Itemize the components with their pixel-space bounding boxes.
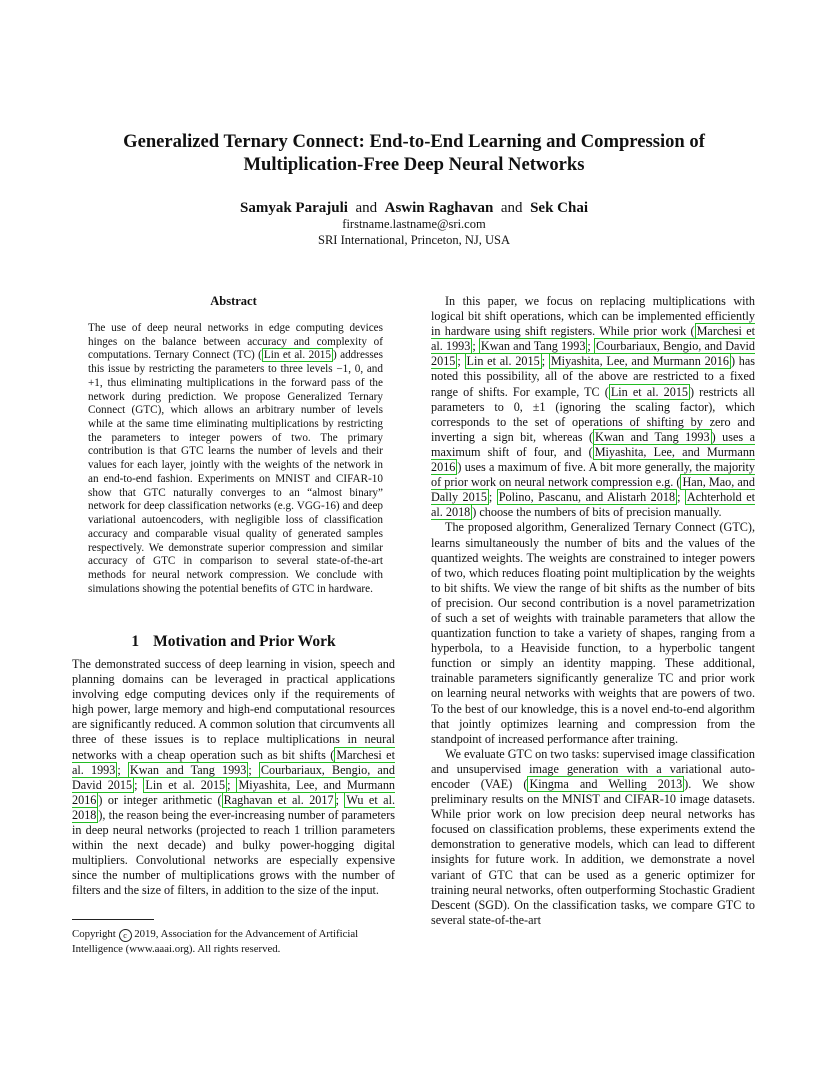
- citation-link[interactable]: Miyashita, Lee, and Murmann 2016: [431, 444, 756, 475]
- author-separator: and: [355, 200, 378, 216]
- citation-link[interactable]: Miyashita, Lee, and Murmann 2016: [72, 777, 396, 807]
- citation-link[interactable]: Kwan and Tang 1993: [595, 429, 710, 444]
- copyright-symbol: c: [119, 929, 132, 942]
- author-name: Samyak Parajuli: [240, 200, 348, 216]
- abstract-text: The use of deep neural networks in edge computing devices hinges on the balance between accuracy and complexity of computations. Ternary Connect (TC) ( Lin et al. 2015 ) addresses this issue by restricting the parameters to three levels −1, 0, and +1, thus eliminating multiplications in the forward pass of the network during prediction. We propose Generalized Ternary Connect (GTC), which allows an arbitrary number of levels while at the same time eliminating multiplications by restricting the parameters to integer powers of two. The primary contribution is that GTC learns the number of levels and their values for each layer, jointly with the weights of the network in an end-to-end fashion. Experiments on MNIST and CIFAR-10 show that GTC naturally converges to an “almost binary” network for deep classification networks (e.g. VGG-16) and deep variational autoencoders, with negligible loss of classification accuracy and comparable visual quality of generated samples respectively. We demonstrate superior compression and similar accuracy of GTC in comparison to several state-of-the-art methods for neural network compression. We conclude with simulations showing the potential benefits of GTC in hardware.: [88, 322, 383, 595]
- citation-link[interactable]: Lin et al. 2015: [466, 354, 540, 369]
- citation-link[interactable]: Lin et al. 2015: [145, 777, 226, 792]
- author-separator: and: [500, 200, 523, 216]
- left-column-body: [72, 657, 395, 899]
- citation-link[interactable]: Marchesi et al. 1993: [72, 747, 395, 777]
- author-email: firstname.lastname@sri.com: [342, 217, 486, 231]
- section-title: Motivation and Prior Work: [153, 633, 336, 650]
- title-line-2: Multiplication-Free Deep Neural Networks: [243, 154, 585, 175]
- citation-link[interactable]: Raghavan et al. 2017: [223, 792, 334, 807]
- citation-link[interactable]: Kwan and Tang 1993: [129, 762, 247, 777]
- citation-link[interactable]: Wu et al. 2018: [72, 792, 395, 822]
- section-number: 1: [131, 633, 140, 650]
- abstract-heading: Abstract: [210, 294, 257, 308]
- author-list: [60, 199, 768, 217]
- paper-title: [60, 130, 768, 176]
- citation-link[interactable]: Han, Mao, and Dally 2015: [431, 475, 755, 505]
- citation-link[interactable]: Polino, Pascanu, and Alistarh 2018: [498, 490, 676, 505]
- copyright-footnote: Copyright c 2019, Association for the Advancement of Artificial Intelligence (www.aaai.org). All rights reserved.: [72, 928, 359, 955]
- footnote-rule: [72, 919, 154, 920]
- citation-link[interactable]: Kwan and Tang 1993: [480, 339, 586, 354]
- body-paragraph: The proposed algorithm, Generalized Ternary Connect (GTC), learns simultaneously the number of bits and the values of the quantized weights. The weights are constrained to integer powers of two, which reduces floating point multiplication by the weights to bit shifts. We view the range of bit shifts as the number of bits of precision. Our second contribution is a novel parametrization of such a set of weights with trainable parameters that allow the quantization function to take a variety of shapes, ranging from a hyperbola, to a Heaviside function, to a hyperbolic tangent function or simply an identity mapping. These additional, trainable parameters significantly generalize TC and prior work on learning neural networks with weights that are powers of two. To the best of our knowledge, this is a novel end-to-end algorithm that jointly optimizes learning and compression from the standpoint of increased performance after training.: [431, 520, 755, 746]
- citation-link[interactable]: Marchesi et al. 1993: [431, 324, 755, 354]
- body-paragraph: In this paper, we focus on replacing multiplications with logical bit shift operations, which can be implemented efficiently in hardware using shift registers. While prior work ( Marchesi et al. 1993 ; Kwan and Tang 1993 ; Courbariaux, Bengio, and David 2015 ; Lin et al. 2015 ; Miyashita, Lee, and Murmann 2016 ) has noted this possibility, all of the above are restricted to a fixed range of shifts. For example, TC ( Lin et al. 2015 ) restricts all parameters to 0, ±1 (ignoring the scaling factor), which corresponds to the set of operations of shifting by zero and inverting a sign bit, whereas ( Kwan and Tang 1993 ) uses a maximum shift of four, and ( Miyashita, Lee, and Murmann 2016 ) uses a maximum of five. A bit more generally, the majority of prior work on neural network compression e.g. ( Han, Mao, and Dally 2015 ; Polino, Pascanu, and Alistarh 2018 ; Achterhold et al. 2018 ) choose the numbers of bits of precision manually.: [431, 294, 756, 520]
- citation-link[interactable]: Achterhold et al. 2018: [431, 490, 756, 520]
- title-line-1: Generalized Ternary Connect: End-to-End Learning and Compression of: [123, 131, 705, 152]
- author-name: Aswin Raghavan: [384, 200, 494, 216]
- author-institution: SRI International, Princeton, NJ, USA: [318, 233, 510, 247]
- citation-link[interactable]: Lin et al. 2015: [263, 349, 331, 362]
- citation-link[interactable]: Courbariaux, Bengio, and David 2015: [431, 339, 756, 369]
- body-paragraph: We evaluate GTC on two tasks: supervised image classification and unsupervised image generation with a variational auto-encoder (VAE) ( Kingma and Welling 2013 ). We show preliminary results on the MNIST and CIFAR-10 image datasets. While prior work on low precision deep neural networks has focused on classification problems, these experiments extend the demonstration to generative models, which can lead to different insights for future work. In addition, we demonstrate a novel variant of GTC that can be used as a generic optimizer for training neural networks, often outperforming Stochastic Gradient Descent (SGD). On the classification tasks, we compare GTC to several state-of-the-art: [431, 746, 755, 927]
- section-heading: [72, 632, 395, 651]
- citation-link[interactable]: Kingma and Welling 2013: [529, 777, 683, 791]
- author-name: Sek Chai: [530, 200, 588, 216]
- citation-link[interactable]: Courbariaux, Bengio, and David 2015: [72, 762, 395, 792]
- body-paragraph: The demonstrated success of deep learning in vision, speech and planning domains can be leveraged in practical applications involving edge computing devices only if the requirements of high power, large memory and high-end computational resources are significantly reduced. A common solution that circumvents all three of these issues is to replace multiplications in neural networks with a cheap operation such as bit shifts ( Marchesi et al. 1993 ; Kwan and Tang 1993 ; Courbariaux, Bengio, and David 2015 ; Lin et al. 2015 ; Miyashita, Lee, and Murmann 2016 ) or integer arithmetic ( Raghavan et al. 2017 ; Wu et al. 2018 ), the reason being the ever-increasing number of parameters in deep neural networks (projected to reach 1 trillion parameters within the next decade) and bulky power-hogging digital multipliers. Convolutional networks are especially expensive since the number of multiplications grows with the number of filters and the size of filters, in addition to the size of the input.: [72, 657, 396, 898]
- right-column-body: [431, 294, 755, 928]
- citation-link[interactable]: Lin et al. 2015: [610, 384, 689, 399]
- citation-link[interactable]: Miyashita, Lee, and Murmann 2016: [550, 354, 729, 369]
